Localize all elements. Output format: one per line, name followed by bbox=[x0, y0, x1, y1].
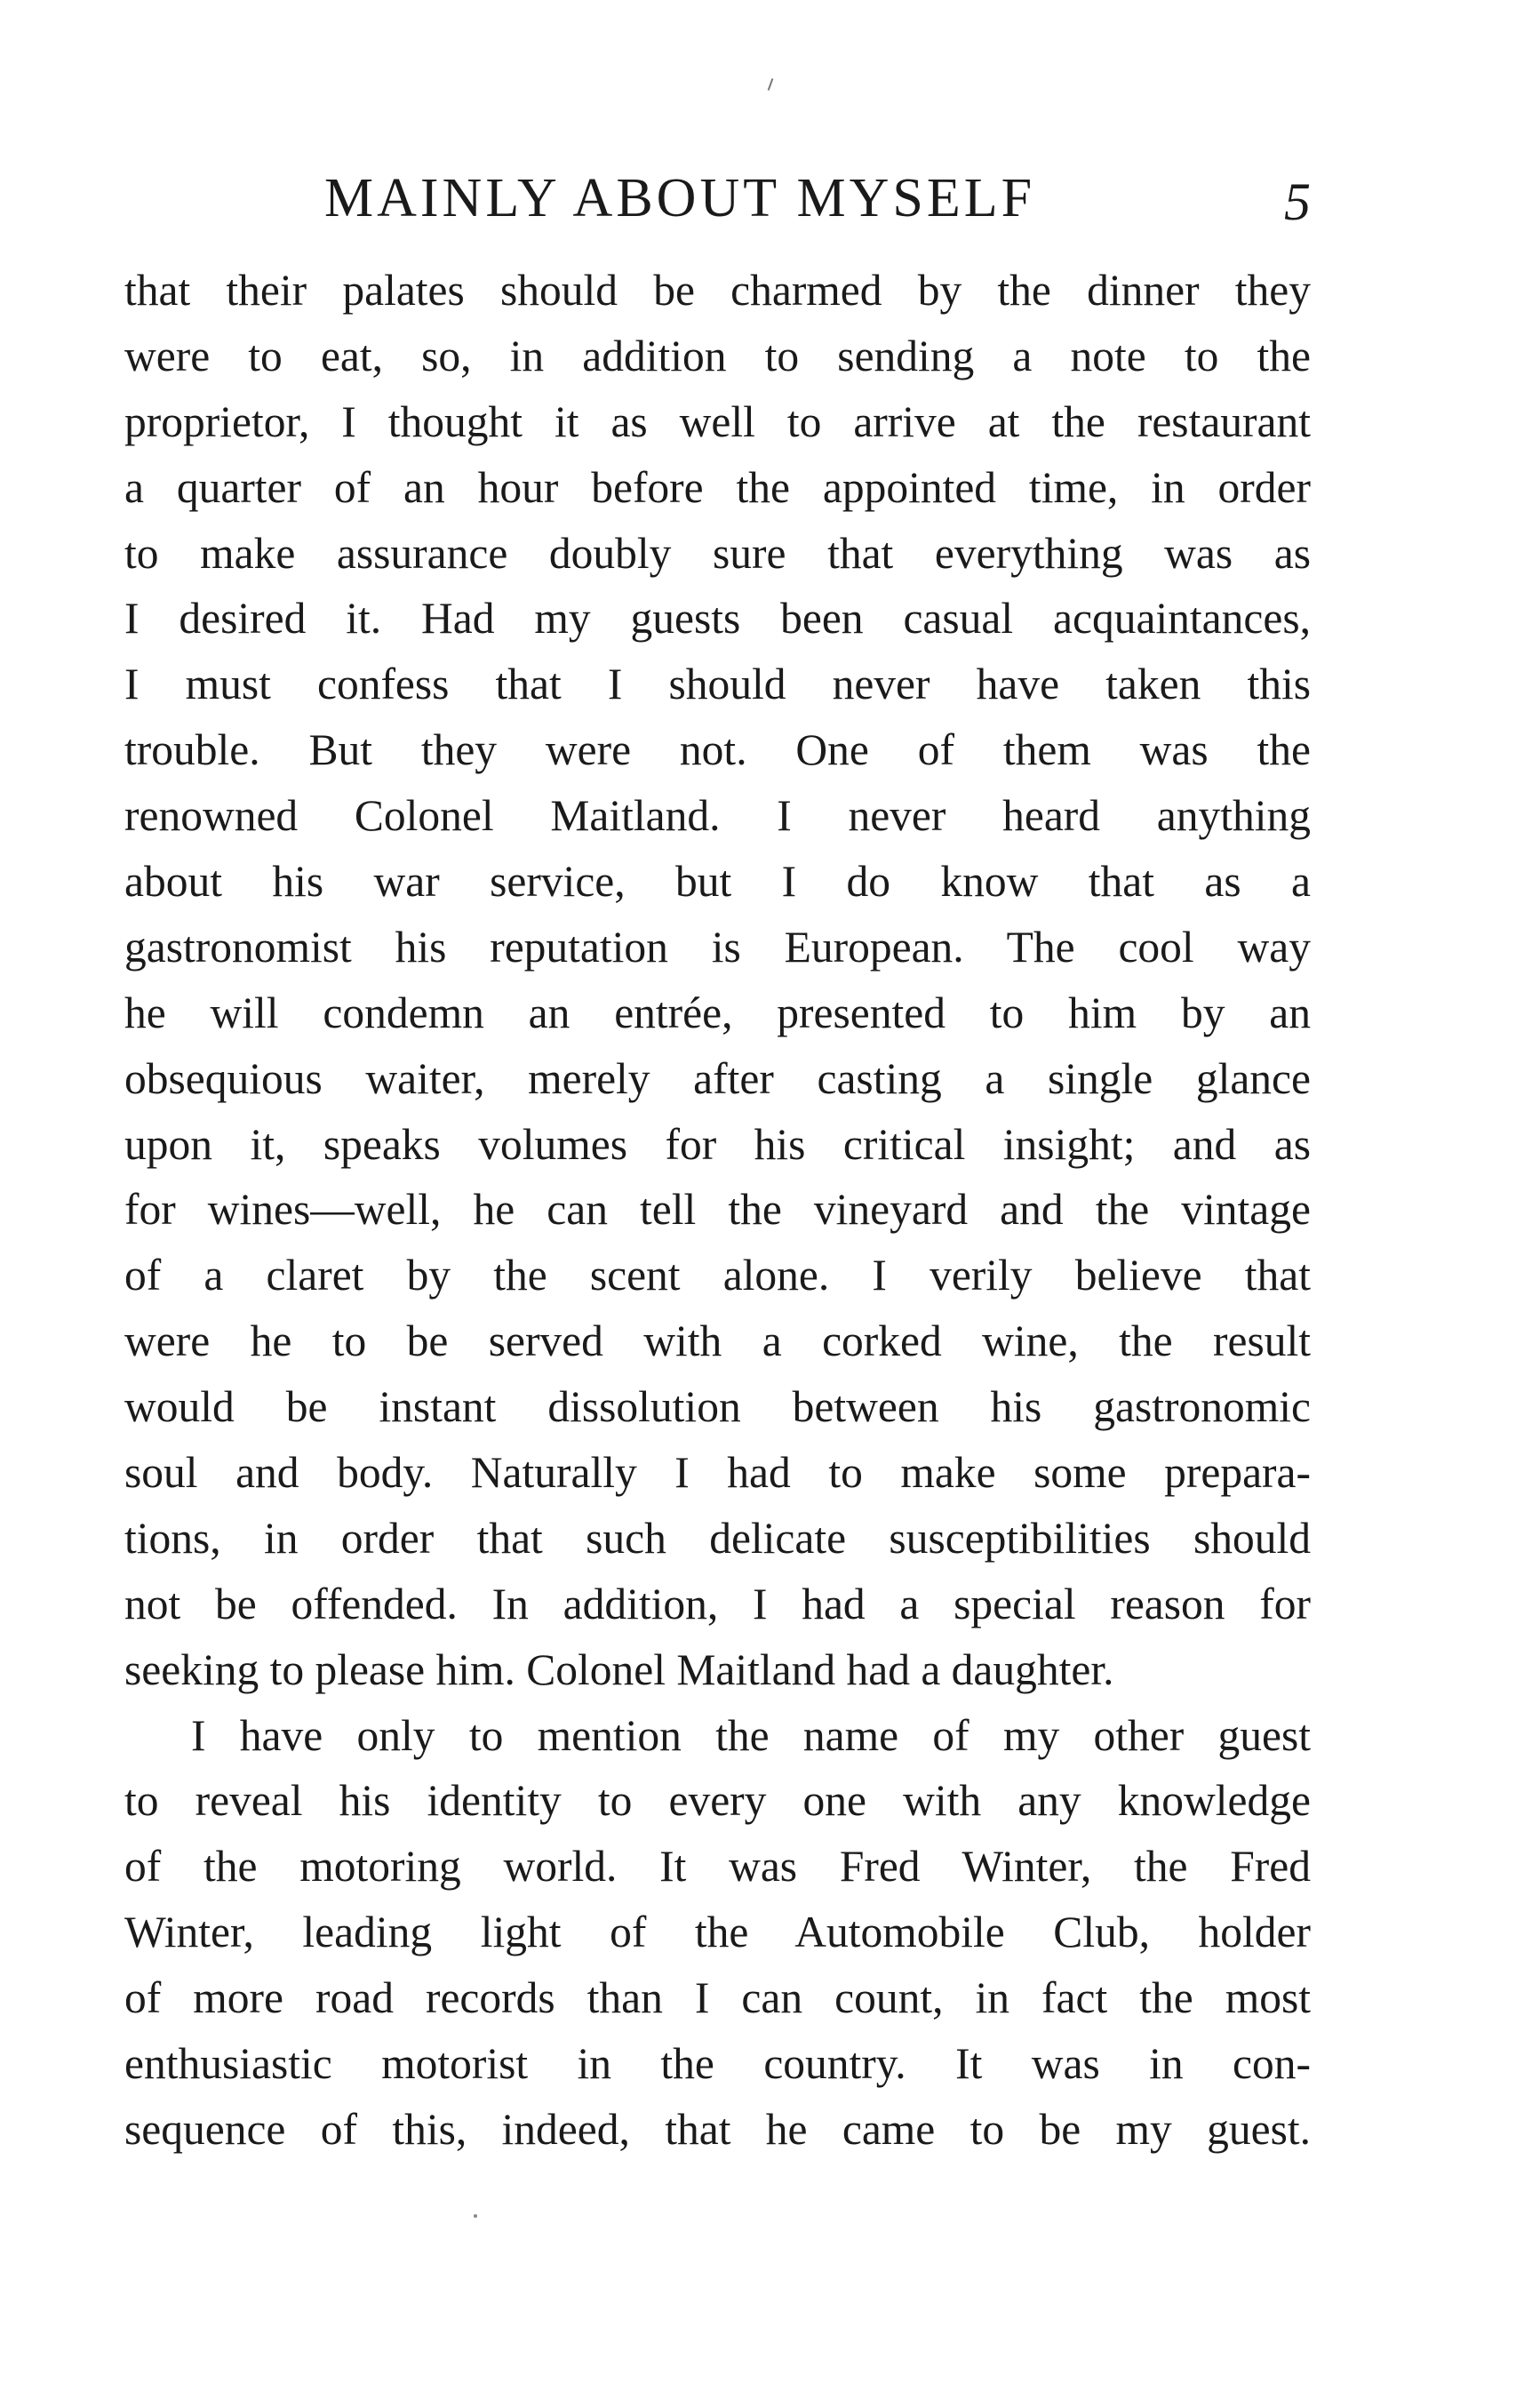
text-line: tions, in order that such delicate susceptibilities should bbox=[124, 1513, 1311, 1563]
print-speck bbox=[474, 2214, 477, 2218]
text-line: to reveal his identity to every one with any knowledge bbox=[124, 1776, 1311, 1826]
text-line: of more road records than I can count, in fact the most bbox=[124, 1973, 1311, 2023]
text-line: Winter, leading light of the Automobile Club, holder bbox=[124, 1908, 1311, 1957]
text-line: I have only to mention the name of my other guest bbox=[191, 1710, 1311, 1760]
print-speck bbox=[768, 78, 774, 91]
page-number: 5 bbox=[1284, 172, 1311, 231]
text-line: for wines—well, he can tell the vineyard and the vintage bbox=[124, 1185, 1311, 1235]
text-line: of a claret by the scent alone. I verily believe that bbox=[124, 1251, 1311, 1300]
text-line: soul and body. Naturally I had to make some prepara- bbox=[124, 1448, 1311, 1498]
page-header bbox=[124, 158, 1311, 238]
text-line: renowned Colonel Maitland. I never heard anything bbox=[124, 791, 1311, 841]
text-line: upon it, speaks volumes for his critical insight; and as bbox=[124, 1119, 1311, 1169]
text-line: he will condemn an entrée, presented to him by an bbox=[124, 988, 1311, 1037]
text-line: about his war service, but I do know that as a bbox=[124, 857, 1311, 907]
text-line: gastronomist his reputation is European. The cool way bbox=[124, 922, 1311, 972]
text-line: I desired it. Had my guests been casual acquaintances, bbox=[124, 594, 1311, 644]
text-line: of the motoring world. It was Fred Winter, the Fred bbox=[124, 1842, 1311, 1892]
text-line: would be instant dissolution between his gastronomic bbox=[124, 1382, 1311, 1432]
text-line: not be offended. In addition, I had a special reason for bbox=[124, 1579, 1311, 1628]
text-line: enthusiastic motorist in the country. It was in con- bbox=[124, 2039, 1311, 2089]
text-line: to make assurance doubly sure that everything was as bbox=[124, 528, 1311, 578]
text-line: that their palates should be charmed by the dinner they bbox=[124, 266, 1311, 315]
text-line: sequence of this, indeed, that he came to be my guest. bbox=[124, 2104, 1311, 2154]
text-line: proprietor, I thought it as well to arrive at the restaurant bbox=[124, 396, 1311, 446]
text-line: trouble. But they were not. One of them was the bbox=[124, 725, 1311, 775]
text-line: I must confess that I should never have taken this bbox=[124, 660, 1311, 709]
text-line: were to eat, so, in addition to sending a note to the bbox=[124, 331, 1311, 380]
text-line: obsequious waiter, merely after casting a single glance bbox=[124, 1053, 1311, 1103]
body-text bbox=[124, 258, 1311, 2163]
text-line: were he to be served with a corked wine, the result bbox=[124, 1316, 1311, 1366]
text-line: seeking to please him. Colonel Maitland had a daughter. bbox=[124, 1644, 1114, 1694]
running-title: MAINLY ABOUT MYSELF bbox=[324, 168, 1036, 228]
text-line: a quarter of an hour before the appointed time, in order bbox=[124, 462, 1311, 512]
